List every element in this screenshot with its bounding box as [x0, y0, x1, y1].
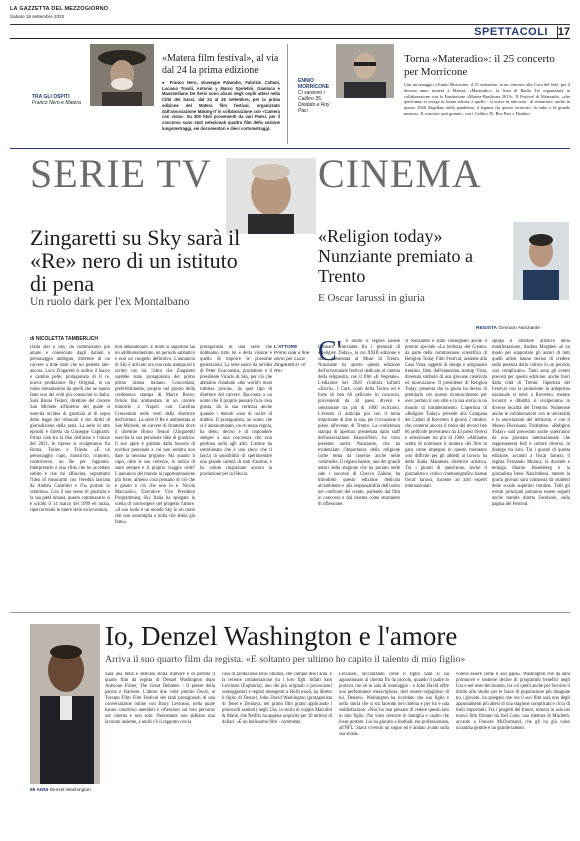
left-byline: di NICOLETTA TAMBERLICH	[30, 336, 98, 342]
right-subheadline: E Oscar Iarussi in giuria	[318, 292, 425, 304]
paragraph: non abbandonare. È molti si sugranno sia un additionamentato, un periodo sabbatico e non un congedo definitivo. L'annuncio di Sky è arrivato ora una nota stampa ed è scritto con lui, l'altro che Zingaretti sarebbe stato protagonista del primo primo drama italiano. Concordata, preferibilmente, proprio nel giorno della conferenza stampa di Marco Rover, fiction Rai ambientata in un carcere minorile a Napoli con Carolina Crescentini nelle vesti della direttrice dell'istituto. La serie Il Re è ambientata al San Michele, un carcere di frontiera dove il direttore Bruno Testori (Zingaretti) esercita la sua personale idea di giustizia. Il suo agire è guidato dalla bussola di un'etica personale a cui non sembra non dare la nessuna prigione. Ma quanto il capo, oltre le sue certezze, lo indica di stare sempre e il proprio viaggio cede? L'annuncio del mondo la rappresentazione più forte, almeno cosa pensano di ciò che è giusto e ciò che non lo è. Nicola Maccanico, Executive Vice President Programming Sky Italia ha spiegato la scelta di coinvolgere nel progetto l'attore. «Il suo ruolo è un mondo Sky in un ruolo che non assomiglia a nulla che abbia già fatto».	[115, 345, 195, 526]
nunziante-photo	[513, 222, 569, 300]
bottom-article-column-3	[339, 672, 449, 794]
top-column-divider	[287, 44, 288, 144]
masthead-rule	[10, 24, 570, 25]
bottom-article-column-1	[105, 672, 215, 794]
portrait-image	[513, 222, 569, 300]
paragraph: spiega il direttore artistico della manifestazione, Andrea Morghen «è un modo per supportare gli autori di tutti quelli artisti hanno deciso di credere nella potenza della cultura in un periodo così complicato». Tanti sono gli eventi previsti per questa edizione, anche fuori dalla città di Trento: l'apertura del Festival con la proiezione in anteprima nazionale si terrà a Rovereto, mentre incontri e dibattiti si svolgeranno in diverse località del Trentino. Numerose anche le collaborazioni con le università e le associazioni del territorio, e con il Museo Diocesano Tridentino. «Religion Today» sarà preceduto anche quest'anno da una giornata internazionale che rappresenterà fedi e culture diverse, in dialogo tra loro. Tra i giurati di questa edizione, accanto a Oscar Iarussi, il regista Fernando Muraca, la docente e teologa Sharon Rosenberg e la giornalista Irene Nascimbeni, mentre la giuria giovani sarà composta da studenti delle scuole superiori trentine. Tutti gli eventi principali potranno essere seguiti anche tramite diretta Facebook, sulla pagina del Festival.	[492, 339, 570, 508]
page-number: 17	[557, 26, 570, 38]
caption-body: Denzel Washington	[49, 788, 91, 793]
banner-cinema: CINEMA	[318, 151, 482, 196]
caption-body: Franco Nero e Matera	[32, 100, 81, 106]
denzel-photo	[30, 624, 100, 784]
franco-nero-photo	[90, 44, 154, 106]
dropcap: C'	[318, 336, 342, 367]
right-photo-caption	[476, 326, 540, 331]
right-headline: «Religion today» Nunziante premiato a Trento	[318, 226, 473, 286]
bottom-article-column-2	[222, 672, 332, 794]
caption-title: L'ATTORE	[274, 345, 298, 350]
paragraph: Sarà una bella e delicata storia d'amore e di perdita il quarto film da regista di Denzel Washington dopo Antwone Fisher, The Great Debaters - Il potere della parola e Barriere. L'attore due volte premio Oscar, ai Toronto Film Film Festival dei tanti protagonisti di una conversazione online con Barry Levinson, nella quale hanno condiviso aneddoti e riflessioni sul loro percorso nel cinema e non solo. Nonostante non abbiano mai lavorato insieme, a unirli c'è il rapporto con la	[105, 672, 215, 726]
portrait-image	[336, 44, 394, 98]
banner-serie-tv: SERIE TV	[30, 151, 212, 196]
right-article-column-3	[492, 339, 570, 605]
top-left-headline: «Matera film festival», al via dal 24 la prima edizione	[162, 53, 279, 76]
caption-body: Ci saranno i Calibro 35, Diodato e Roy Paci	[298, 90, 330, 114]
caption-title: TRA GLI OSPITI	[32, 94, 70, 100]
portrait-image	[90, 44, 154, 106]
bottom-photo-caption	[30, 788, 91, 793]
top-right-headline: Torna «Materadio»: il 25 concerto per Morricone	[404, 53, 555, 78]
paragraph: protagonista di una serie che dobbiamo tutto lui e della visione e quello di imporre le prossime generazioni. La serie nasce da un'idea di Peter Exacoustos, produttore e il presidente Vicario di Sky, per ciò che abbiamo chiamato «the world's most ruthless prison», da quel tipo di direttore del carcere. Racconta a un uomo che il proprio pensare fa la cosa giusta, dà la sua certezza anche quando i metodi sono di uscire di dubbio. Il protagonista, un uomo che si è autonominato, un re senza regola, ha detto, deciso e di rispondere sempre a una coscienza che non perdona nulla agli altri. L'attore ha sottolineato che è uno show che ti lascia la possibilità di sperimentare una grande varietà di stati d'animo, e ha voluto ringraziare ancora la produzione per la fiducia.	[200, 345, 272, 477]
left-side-caption	[274, 345, 310, 375]
left-article-column-3	[200, 345, 272, 605]
paragraph: è anche il regista barese Gennaro Nunziante fra i premiati di «Religion Today», la cui XXIII edizione è stata presentata al Muse di Trento. Nunziante ha aperto questa edizione dell'eccezionale festival dedicato al cinema della religiosità, con il film «Il Vegetale». L'edizione del 2020 s'intitola Infiniti «Escrit». I Care, conti della Torino ed è forte di ben 66 pellicole in concorso, provenienti da 44 paesi diversi e selezionate tra più di 1000 iscrizioni. L'evento ci anticipa poi con il tema importante di dire la sua, per l'occasione il pieno all'evento di Trento. La conferenza stampa di apertura presieduta dallo staff dell'associazione BiancoNero, ha visto presente anche Nunziante, che ha evidenziato l'importanza della religione come tema da inserire anche nelle commedie. Il regista barese, uno dei grandi autori della stagione che ha portato nelle sale i successi di Checco Zalone, ha introdotto questa edizione dedicata all'ambiente e alla responsabilità dell'uomo nei confronti del creato, partendo dai film in concorso e dal cinema come strumento di riflessione.	[318, 339, 400, 508]
masthead	[10, 4, 570, 39]
bottom-subheadline: Arriva il suo quarto film da regista. «E soltanto per ultimo ho capito il talento di mio figlio»	[105, 654, 466, 665]
issue-date: Sabato 19 settembre 2020	[10, 14, 65, 19]
right-article-column-1	[318, 336, 400, 605]
left-headline: Zingaretti su Sky sarà il «Re» nero di un istituto di pena	[30, 225, 241, 296]
zingaretti-photo	[226, 158, 316, 234]
top-left-caption	[32, 94, 84, 106]
section-divider	[10, 612, 570, 613]
left-article-column-2	[115, 345, 195, 605]
paragraph: Dalla Rai a Sky, da commissario più amato e conosciuto dagli italiani a personaggio ambiguo, direttore di un carcere a tinte dark che un potente late-ancora. Luca Zingaretti si aulino il banco e cambia pelle, protagonista di Il re, nuova produzione Sky Original, in un ruolo lontanissimo da quelli che ne hanno fatto uno dei volti più conosciuti in Italia. Sarà Bruno Testori, direttore del carcere San Michele all'interno del quale si esercita un'idea di giustizia al di sopra della legge dei tribunali e dei diritti di giurisdizione della pena. La serie in otto episodi è diretta da Giuseppe Gagliardi. Prima ciak tra la fine dell'anno e l'inizio del 2021, le riprese si svolgeranno fra Roma, Torino e Trieste. «È un personaggio cupo, massiccio, contorto, controverso, un Re per l'appunto. Interpretarlo è una sfida che ho accettato subito e che mi affascina, soprattutto l'idea di misurarmi con l'eredità lasciata da Andrea Camilleri e l'ha portato lo schermo». Con il suo senso di giustizia e la sua pietà umana, questo commissario si è sciolto il 14 marzo del 1999 ed inizia, ripercorrendo le intere serie un'avventura.	[30, 345, 110, 514]
paragraph: Levinson, raccontando come il figlio Sam si sia appassionato al cinema fin da piccolo, quando il padre lo portava con sé in sala di montaggio - e John David offre una performance meravigliosa, devi essere orgoglioso di lui, Denzel». Washington ha ricordato che suo figlio e nella storia che si sta facendo nel cinema e per lui è una soddisfazione: «Non ho mai pensato di vedere questo lato in mio figlio, l'ho visto crescere in famiglia e capito che fosse portato. Lui ha giocato a football, era professionista, all'NFL. Stava vivendo un sogno ed è andato avanti sulla sua strada.	[339, 672, 449, 738]
caption-title: REGISTA	[476, 326, 497, 331]
bottom-headline: Io, Denzel Washington e l'amore	[105, 621, 458, 651]
paragraph: casa di produzione Bros Studios, che compie dieci anni, e la recente collaborazione tra i loro figli. Infatti Sam Levinson (Euphoria), uno dei più originali e provocatori sceneggiatori e registi emergenti a Hollywood, ha diretto il figlio di Denzel, John David Washington (protagonista di Tenet e Zendaya, nel primo film girato applicando i protocolli sanitari) negli Usa, la storia di coppia Malcolm & Marie, che Netflix ha appena acquisito per 30 milioni di dollari. «È un bellissimo film - commenta	[222, 672, 332, 726]
newspaper-name: LA GAZZETTA DEL MEZZOGIORNO	[10, 6, 109, 12]
top-right-body: Con un omaggio a Ennio Morricone, il 25 settembre, in un concerto alla Cava del Sole, per il decimo anno tornerà a Matera, «Materadio», la festa di Radio Tre organizzata in collaborazione con la Fondazione «Matera-Basilicata 2019». Il Festival di Materadio, «che quest'anno si svolge in forma ridotta, è quello - si scrive in una nota - di rinunciare, anche in questo 2020 flagellato dalla pandemia, il legame fra queste territorio, la radio e la grande musica». Il concerto sarà gratuito, con i Calibro 35, Roy Paci e Diodato.	[404, 82, 570, 116]
paragraph: voleva essere come il suo papà». Washington che da anni promuove e sostiene decine di programmi benefici negli Usa e nei resto del mondo, tra cui quelli anche per favorire il diritto allo studio per le fasce di popolazione più disagiate tra i giovani, ha spiegato che ora il suo film sarà uno degli appuntamenti più attesi di una stagione complicata e ricca di titoli importanti. Fra i progetti del futuro, tornerà in sala nel nuovo film firmato da Joel Coen, una rilettura di Macbeth, accanto a Frances McDormand, che gli ha già valso un'anima gentile e un grande talento.	[456, 672, 570, 732]
section-name: SPETTACOLI	[474, 26, 548, 38]
top-right-caption	[298, 78, 334, 114]
banner-top-rule	[10, 148, 570, 149]
right-article-column-2	[405, 339, 487, 605]
morricone-photo	[336, 44, 394, 98]
caption-body: Gennaro Nunziante	[498, 326, 540, 331]
bottom-article-column-4	[456, 672, 570, 794]
portrait-image	[30, 624, 100, 784]
portrait-image	[226, 158, 316, 234]
caption-title: 66 ANNI	[30, 788, 49, 793]
top-left-body: ● Franco Nero, Giuseppe Palumbo, Fabrizio Cattani, Luciano Tovoli, Antonio y Marco Spoletini, Gianluca e Massimiliano De Serio sono alcuni degli ospiti attesi nella Città dei Sassi, dal 24 al 26 settembre, per la prima edizione del Matera film festival, organizzato dall'associazione Making-rf in collaborazione con «Camera con vista». Su 300 titoli provenienti da vari Paesi, per il concorso sono stati selezionati quattro film della sezione lungometraggi, sei documentari e dieci cortometraggi.	[162, 80, 280, 131]
left-subheadline: Un ruolo dark per l'ex Montalbano	[30, 296, 190, 308]
caption-body: Primo ciak a fine anno per Luca Zingaretti in «Il Re»	[274, 351, 310, 374]
caption-title: ENNIO MORRICONE	[298, 78, 330, 90]
paragraph: A Nunziante e stato consegnato anche il premio speciale «La bellezza del Creato» da parte della commissione scientifica di Religion Today Film Festival, assieme alla Casa Vista, oggetto di design e artigianato trentino, fatto dall'ennesima startup Vista, divenuta simbolo di una giovane creatività ed innovazione. Il presidente di Religion Today, presenta che la giuria ha deciso di premiarlo con questo riconoscimento per aver portato il suo stile e la sua storia in un mondo di intrattenimento. L'apertura di «Religion Today» prevede alla Campana dei Caduti di Rovereto il giorno 2 ottobre, che conterrà ancora il titolo del record ben 66 pellicole provenienti da 44 paesi diversi e selezionate tra più di 1000. «Abbiamo scelto di nominare il numero dei film in gara come impegno in questo momento così difficile per gli addetti ai lavori» ha detto Katia Malatesta direttrice artistica. Tra i giurati di quest'anno, anche il giornalista e critico cinematografico barese Oscar Iarussi, insieme ad altri esperti internazionali.	[405, 339, 487, 490]
left-article-column-1	[30, 345, 110, 605]
